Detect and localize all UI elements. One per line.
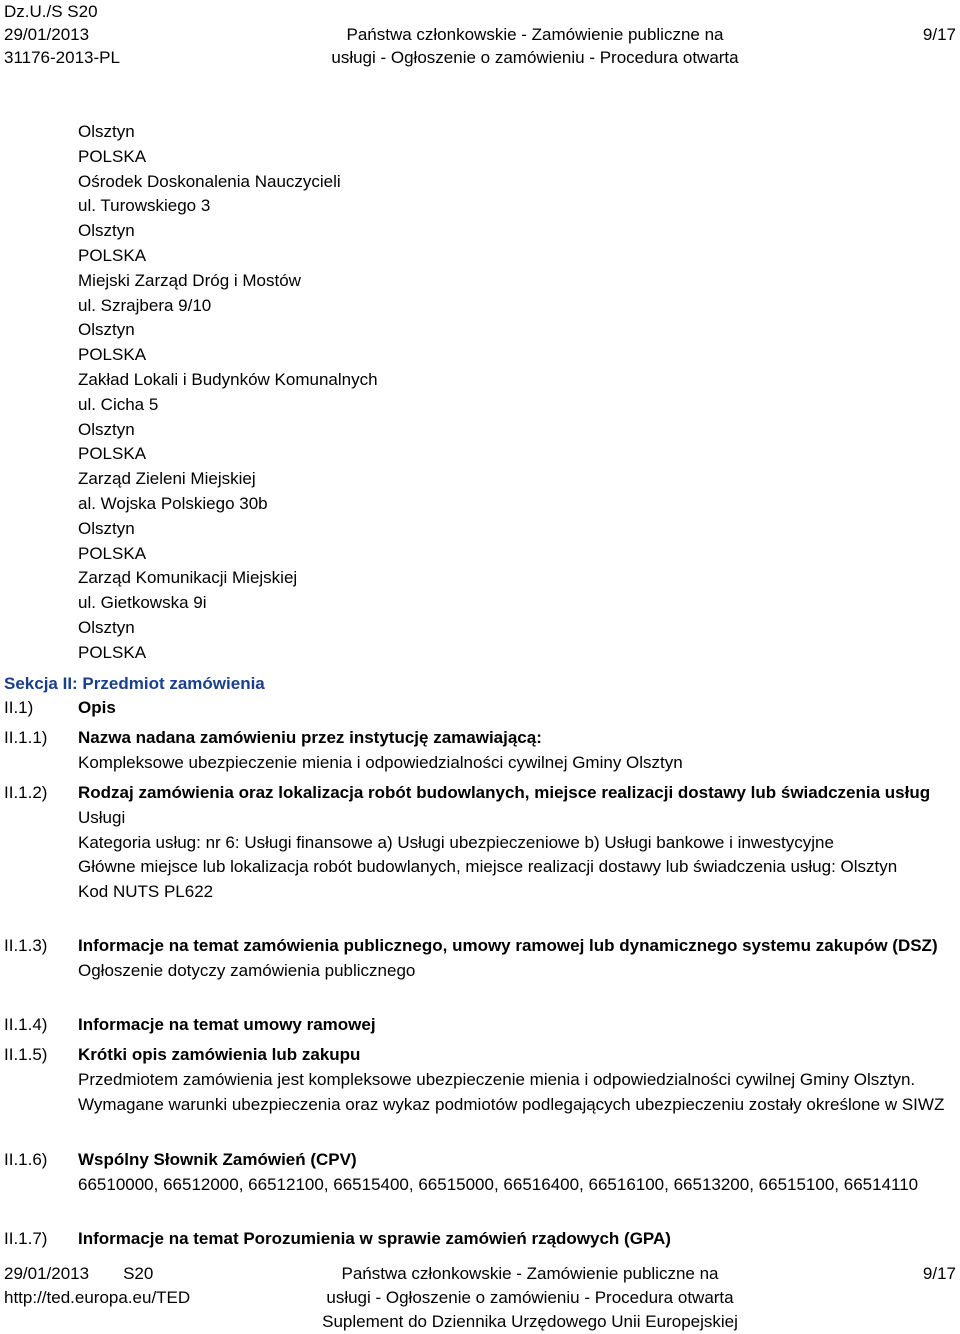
section-number: II.1.3) xyxy=(4,936,48,955)
section-number: II.1.4) xyxy=(4,1015,48,1034)
section-text: Kod NUTS PL622 xyxy=(78,882,214,902)
section-number: II.1.1) xyxy=(4,728,48,747)
address-line: Zarząd Komunikacji Miejskiej xyxy=(78,568,298,588)
footer-title-line2: usługi - Ogłoszenie o zamówieniu - Procedura otwarta xyxy=(326,1288,734,1307)
section-heading: Opis xyxy=(78,698,116,717)
section-heading: Krótki opis zamówienia lub zakupu xyxy=(78,1045,361,1064)
header-page-number: 9/17 xyxy=(922,25,956,44)
section-heading: Informacje na temat zamówienia publicznego, umowy ramowej lub dynamicznego systemu zakupów (DSZ) xyxy=(78,936,938,955)
footer-title xyxy=(0,1262,960,1334)
section-heading: Nazwa nadana zamówieniu przez instytucję zamawiającą: xyxy=(78,728,542,747)
publication-date: 29/01/2013 xyxy=(4,25,90,44)
address-line: Olsztyn xyxy=(78,122,135,141)
address-line: Olsztyn xyxy=(78,617,135,637)
address-line: POLSKA xyxy=(78,543,147,563)
address-line: al. Wojska Polskiego 30b xyxy=(78,493,268,513)
address-line: Ośrodek Doskonalenia Nauczycieli xyxy=(78,171,341,191)
address-line: POLSKA xyxy=(78,345,147,365)
document-id: 31176-2013-PL xyxy=(4,48,120,67)
journal-ref: Dz.U./S S20 xyxy=(4,2,98,21)
header-title xyxy=(0,23,960,69)
header-title-line1: Państwa członkowskie - Zamówienie publiczne na xyxy=(346,25,724,44)
page-footer xyxy=(0,1262,960,1334)
footer-url[interactable]: http://ted.europa.eu/TED xyxy=(4,1288,191,1307)
address-line: Zarząd Zieleni Miejskiej xyxy=(78,469,256,489)
address-line: Olsztyn xyxy=(78,518,135,538)
footer-series: S20 xyxy=(123,1264,154,1283)
address-line: Olsztyn xyxy=(78,320,135,340)
section-text: Główne miejsce lub lokalizacja robót budowlanych, miejsce realizacji dostawy lub świadczenia usług: Olsztyn xyxy=(78,857,898,877)
footer-title-line1: Państwa członkowskie - Zamówienie publiczne na xyxy=(341,1264,719,1283)
address-line: ul. Cicha 5 xyxy=(78,394,159,414)
address-line: POLSKA xyxy=(78,245,147,265)
header-title-line2: usługi - Ogłoszenie o zamówieniu - Procedura otwarta xyxy=(331,48,739,67)
section-number: II.1.2) xyxy=(4,783,48,802)
section-text: Przedmiotem zamówienia jest kompleksowe ubezpieczenie mienia i odpowiedzialności cywilnej Gminy Olsztyn. Wymagane warunki ubezpieczenia oraz wykaz podmiotów podlegających ubezpieczeniu zostały określone w SIWZ xyxy=(78,1069,945,1114)
address-line: Olsztyn xyxy=(78,419,135,439)
page-header xyxy=(0,0,960,72)
section-heading: Rodzaj zamówienia oraz lokalizacja robót budowlanych, miejsce realizacji dostawy lub świadczenia usług xyxy=(78,783,931,802)
section-heading: Informacje na temat Porozumienia w sprawie zamówień rządowych (GPA) xyxy=(78,1229,671,1248)
section-text: Usługi xyxy=(78,807,126,827)
address-line: POLSKA xyxy=(78,444,147,464)
address-line: POLSKA xyxy=(78,146,147,166)
section-number: II.1.5) xyxy=(4,1045,48,1064)
address-line: Miejski Zarząd Dróg i Mostów xyxy=(78,270,301,290)
section-text: Ogłoszenie dotyczy zamówienia publicznego xyxy=(78,960,416,980)
address-line: Olsztyn xyxy=(78,221,135,241)
section-title: Sekcja II: Przedmiot zamówienia xyxy=(4,674,265,693)
section-number: II.1.7) xyxy=(4,1229,48,1248)
address-line: ul. Turowskiego 3 xyxy=(78,196,211,216)
address-line: Zakład Lokali i Budynków Komunalnych xyxy=(78,369,378,389)
footer-date: 29/01/2013 xyxy=(4,1264,90,1283)
section-heading: Wspólny Słownik Zamówień (CPV) xyxy=(78,1150,357,1169)
footer-page-number: 9/17 xyxy=(922,1264,956,1283)
section-heading: Informacje na temat umowy ramowej xyxy=(78,1015,376,1034)
section-number: II.1) xyxy=(4,698,34,717)
footer-title-line3: Suplement do Dziennika Urzędowego Unii Europejskiej xyxy=(322,1312,738,1331)
section-text: 66510000, 66512000, 66512100, 66515400, 66515000, 66516400, 66516100, 66513200, 66515100, 66514110 xyxy=(78,1174,919,1194)
address-line: POLSKA xyxy=(78,642,147,662)
address-list xyxy=(78,120,378,666)
section-number: II.1.6) xyxy=(4,1150,48,1169)
address-line: ul. Gietkowska 9i xyxy=(78,593,207,613)
section-text: Kategoria usług: nr 6: Usługi finansowe a) Usługi ubezpieczeniowe b) Usługi bankowe i inwestycyjne xyxy=(78,832,834,852)
section-text: Kompleksowe ubezpieczenie mienia i odpowiedzialności cywilnej Gminy Olsztyn xyxy=(78,752,683,772)
address-line: ul. Szrajbera 9/10 xyxy=(78,295,212,315)
